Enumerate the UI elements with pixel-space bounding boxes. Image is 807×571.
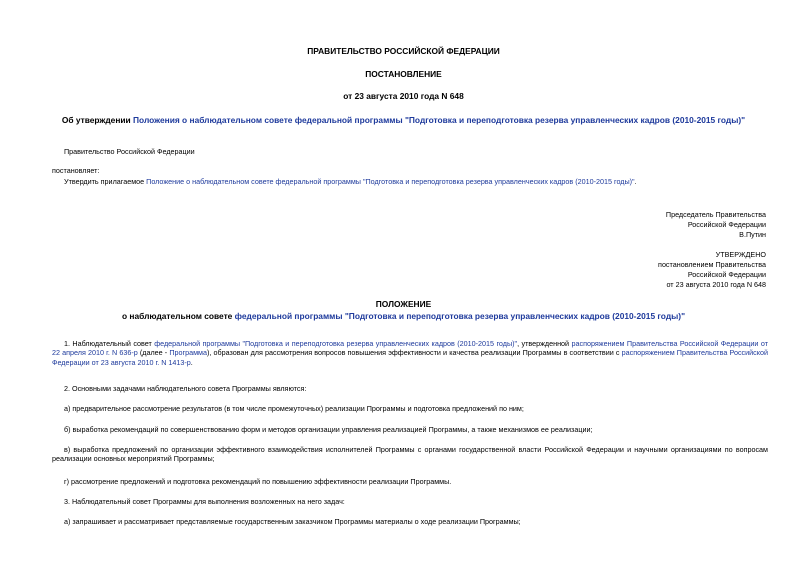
p2c-text: в) выработка предложений по организации эффективного взаимодействия исполнителей Программы с органами государственной власти Российской Федерации и научными организациями по вопросам реализации основных мероприятий Программы;: [52, 445, 768, 464]
subject-link[interactable]: Положения о наблюдательном совете федеральной программы "Подготовка и переподготовка резерва управленческих кадров (2010-2015 годы)": [133, 115, 746, 125]
order-1413-link[interactable]: распоряжением Правительства Российской Федерации от 23 августа 2010 г. N 1413-р: [52, 348, 768, 367]
order-636-link[interactable]: распоряжением Правительства Российской Федерации от 22 апреля 2010 г. N 636-р: [52, 339, 768, 358]
approve-text: [64, 177, 637, 186]
paragraph-1: [52, 339, 768, 367]
p1-text-e: .: [190, 357, 193, 367]
document-subject: [0, 115, 807, 126]
approve-link[interactable]: Положение о наблюдательном совете федеральной программы "Подготовка и переподготовка резерва управленческих кадров (2010-2015 годы)": [146, 177, 635, 186]
approval-line-3: Российской Федерации: [687, 270, 766, 279]
signature-line-2: Российской Федерации: [687, 220, 766, 229]
approval-line-4: от 23 августа 2010 года N 648: [666, 280, 766, 289]
paragraph-2: 2. Основными задачами наблюдательного совета Программы являются:: [64, 384, 307, 393]
document-type: ПОСТАНОВЛЕНИЕ: [365, 69, 442, 79]
subject-prefix: Об утверждении: [61, 115, 134, 125]
p1-text-b: , утвержденной: [517, 339, 572, 348]
approval-line-2: постановлением Правительства: [658, 260, 766, 269]
program-link[interactable]: федеральной программы "Подготовка и переподготовка резерва управленческих кадров (2010-2015 годы)": [154, 339, 518, 348]
p1-text-d: ), образован для рассмотрения вопросов повышения эффективности и качества реализации Программы в соответствии с: [207, 348, 622, 358]
paragraph-2b: б) выработка рекомендаций по совершенствованию форм и методов организации управления реализацией Программы, а также механизмов ее реализации;: [64, 425, 593, 434]
p1-text-a: 1. Наблюдательный совет: [64, 339, 155, 348]
signature-line-3: В.Путин: [739, 230, 766, 239]
regulation-subtitle-link[interactable]: федеральной программы "Подготовка и переподготовка резерва управленческих кадров (2010-2015 годы)": [234, 311, 686, 321]
paragraph-3a: а) запрашивает и рассматривает представляемые государственным заказчиком Программы материалы о ходе реализации Программы;: [64, 517, 521, 526]
regulation-title: ПОЛОЖЕНИЕ: [375, 299, 432, 309]
paragraph-2d: г) рассмотрение предложений и подготовка рекомендаций по повышению эффективности реализации Программы.: [64, 477, 452, 486]
approve-suffix: .: [634, 177, 637, 186]
issuer-text: Правительство Российской Федерации: [64, 147, 195, 156]
decides-text: постановляет:: [52, 166, 100, 175]
paragraph-3: 3. Наблюдательный совет Программы для выполнения возложенных на него задач:: [64, 497, 345, 506]
paragraph-2a: а) предварительное рассмотрение результатов (в том числе промежуточных) реализации Программы и подготовка предложений по ним;: [64, 404, 524, 413]
government-heading: ПРАВИТЕЛЬСТВО РОССИЙСКОЙ ФЕДЕРАЦИИ: [307, 46, 500, 56]
document-date-number: от 23 августа 2010 года N 648: [343, 91, 464, 101]
regulation-subtitle-prefix: о наблюдательном совете: [121, 311, 235, 321]
p1-text-c: (далее -: [137, 348, 170, 358]
regulation-subtitle: [0, 311, 807, 322]
signature-line-1: Председатель Правительства: [665, 210, 766, 219]
paragraph-2c: [52, 445, 768, 464]
approve-prefix: Утвердить прилагаемое: [64, 177, 147, 186]
approval-line-1: УТВЕРЖДЕНО: [715, 250, 766, 259]
program-short-link[interactable]: Программа: [169, 348, 207, 358]
